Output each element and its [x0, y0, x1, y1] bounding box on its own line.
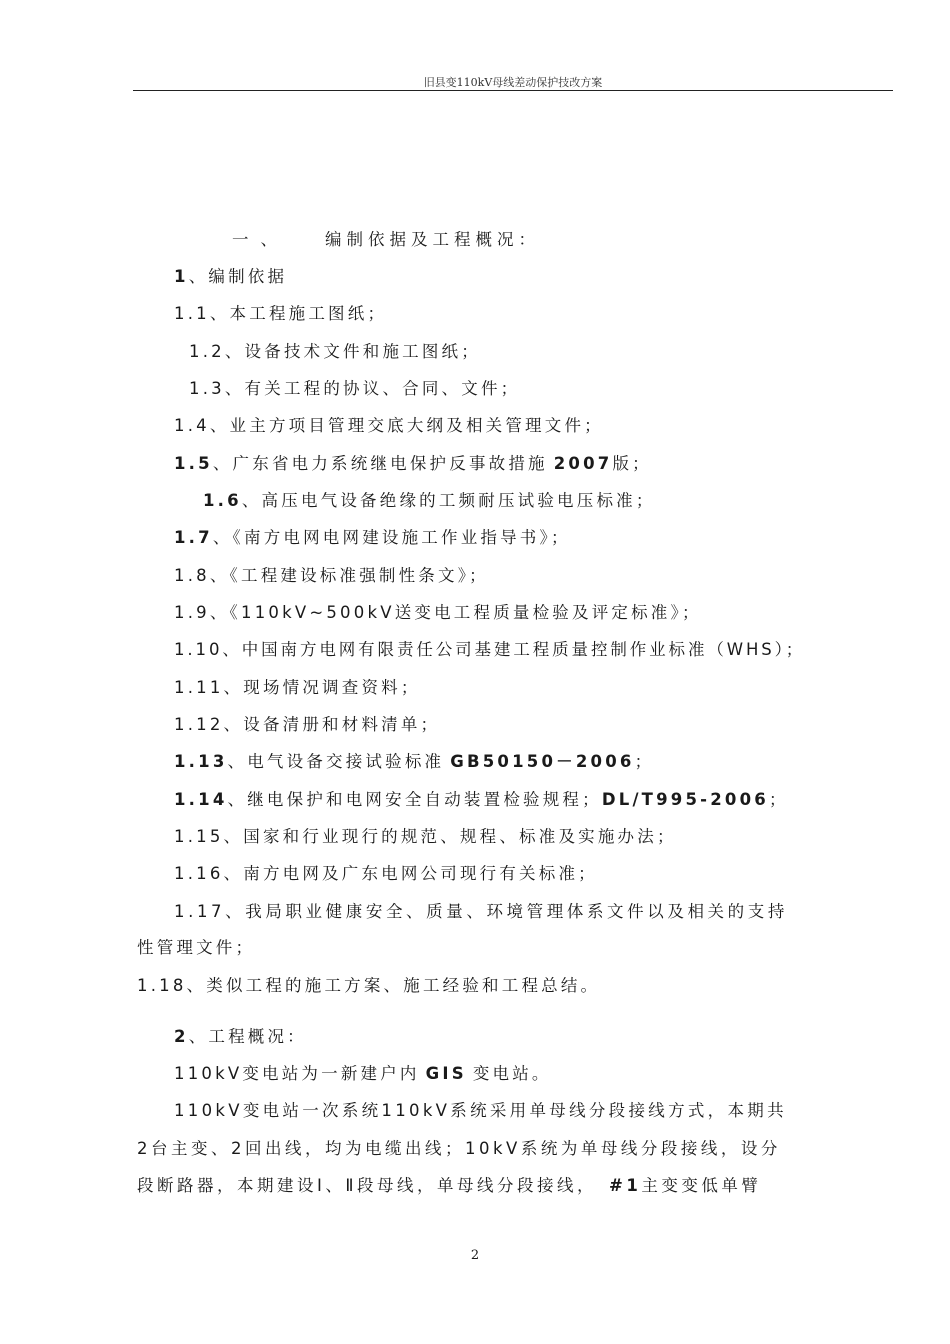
item-number: 1.5: [174, 454, 213, 473]
overview-paragraph-2-line-1: [174, 1101, 787, 1121]
overview-heading-text: 、工程概况：: [188, 1027, 307, 1046]
basis-item-1-5: [174, 454, 652, 474]
basis-heading-number: 1: [174, 267, 189, 286]
item-text: 、业主方项目管理交底大纲及相关管理文件；: [209, 416, 604, 435]
basis-item-1-16: [174, 864, 598, 884]
paragraph-text: 2台主变、2回出线，均为电缆出线；10kV系统为单母线分段接线，设分: [137, 1139, 781, 1158]
basis-item-1-1: [174, 304, 387, 324]
basis-item-1-13: [174, 752, 654, 772]
item-text: 、《工程建设标准强制性条文》；: [209, 566, 489, 585]
item-text: 、类似工程的施工方案、施工经验和工程总结。: [186, 976, 601, 995]
paragraph-text: 变电站。: [472, 1064, 552, 1083]
item-number: 1.2: [189, 342, 225, 361]
item-text-continued: 性管理文件；: [137, 938, 256, 957]
overview-paragraph-2-line-2: [137, 1139, 781, 1159]
item-number: 1.10: [174, 640, 223, 659]
item-number: 1.14: [174, 790, 228, 809]
basis-item-1-14: [174, 790, 789, 810]
item-number: 1.8: [174, 566, 210, 585]
item-text: 、设备清册和材料清单；: [223, 715, 441, 734]
section-title: [232, 230, 540, 250]
overview-paragraph-2-line-3: [137, 1176, 761, 1196]
basis-item-1-17: [174, 902, 788, 922]
paragraph-text: 110kV变电站一次系统110kV系统采用单母线分段接线方式，本期共: [174, 1101, 787, 1120]
overview-paragraph-1: [174, 1064, 552, 1084]
basis-item-1-18: [137, 976, 600, 996]
item-text: 、南方电网及广东电网公司现行有关标准；: [223, 864, 598, 883]
item-text-tail: ；: [634, 752, 655, 771]
basis-item-1-9: [174, 603, 702, 623]
item-number: 1.4: [174, 416, 210, 435]
item-code: DL/T995-2006: [601, 790, 769, 809]
item-text: 、有关工程的协议、合同、文件；: [224, 379, 521, 398]
item-text-tail: 版；: [612, 454, 652, 473]
basis-item-1-17-continued: [137, 938, 255, 958]
item-code: GB50150－2006: [450, 752, 635, 771]
overview-heading: [174, 1027, 307, 1047]
item-number: 1.7: [174, 528, 213, 547]
item-number: 1.1: [174, 304, 210, 323]
item-number: 1.17: [174, 902, 226, 921]
basis-item-1-12: [174, 715, 440, 735]
item-text: 、本工程施工图纸；: [209, 304, 388, 323]
item-text: 、现场情况调查资料；: [223, 678, 421, 697]
basis-heading-text: 、编制依据: [188, 267, 288, 286]
item-text: 、电气设备交接试验标准: [227, 752, 445, 771]
paragraph-text: 主变变低单臂: [641, 1176, 762, 1195]
basis-item-1-2: [189, 342, 481, 362]
section-number: 一、: [232, 230, 289, 249]
item-text: 、《110kV~500kV送变电工程质量检验及评定标准》；: [209, 603, 702, 622]
basis-item-1-15: [174, 827, 677, 847]
item-text: 、高压电气设备绝缘的工频耐压试验电压标准；: [241, 491, 656, 510]
running-header: 旧县变110kV母线差动保护技改方案: [423, 76, 603, 89]
item-number: 1.3: [189, 379, 225, 398]
item-text: 、中国南方电网有限责任公司基建工程质量控制作业标准（WHS）；: [222, 640, 806, 659]
basis-item-1-6: [203, 491, 656, 511]
item-text: 、设备技术文件和施工图纸；: [224, 342, 481, 361]
item-number: 1.11: [174, 678, 224, 697]
basis-item-1-11: [174, 678, 421, 698]
item-number: 1.16: [174, 864, 224, 883]
section-text: 编制依据及工程概况：: [325, 230, 540, 249]
item-number: 1.15: [174, 827, 224, 846]
item-number: 1.18: [137, 976, 187, 995]
item-text: 、我局职业健康安全、质量、环境管理体系文件以及相关的支持: [225, 902, 788, 921]
item-number: 1.9: [174, 603, 210, 622]
header-rule: [133, 90, 893, 91]
paragraph-code: GIS: [425, 1064, 467, 1083]
item-code: 2007: [553, 454, 613, 473]
page-number: 2: [470, 1248, 480, 1263]
item-number: 1.12: [174, 715, 224, 734]
basis-heading: [174, 267, 287, 287]
item-text: 、广东省电力系统继电保护反事故措施: [212, 454, 548, 473]
basis-item-1-8: [174, 566, 489, 586]
item-number: 1.13: [174, 752, 228, 771]
overview-heading-number: 2: [174, 1027, 189, 1046]
item-text: 、《南方电网电网建设施工作业指导书》；: [212, 528, 571, 547]
item-text: 、国家和行业现行的规范、规程、标准及实施办法；: [223, 827, 677, 846]
paragraph-text: 110kV变电站为一新建户内: [174, 1064, 420, 1083]
item-text-tail: ；: [768, 790, 789, 809]
paragraph-text: 段断路器，本期建设Ⅰ、Ⅱ段母线，单母线分段接线，: [137, 1176, 597, 1195]
basis-item-1-10: [174, 640, 805, 660]
basis-item-1-3: [189, 379, 520, 399]
basis-item-1-4: [174, 416, 604, 436]
item-text: 、继电保护和电网安全自动装置检验规程；: [227, 790, 602, 809]
item-number: 1.6: [203, 491, 242, 510]
paragraph-code: #1: [609, 1176, 642, 1195]
basis-item-1-7: [174, 528, 571, 548]
